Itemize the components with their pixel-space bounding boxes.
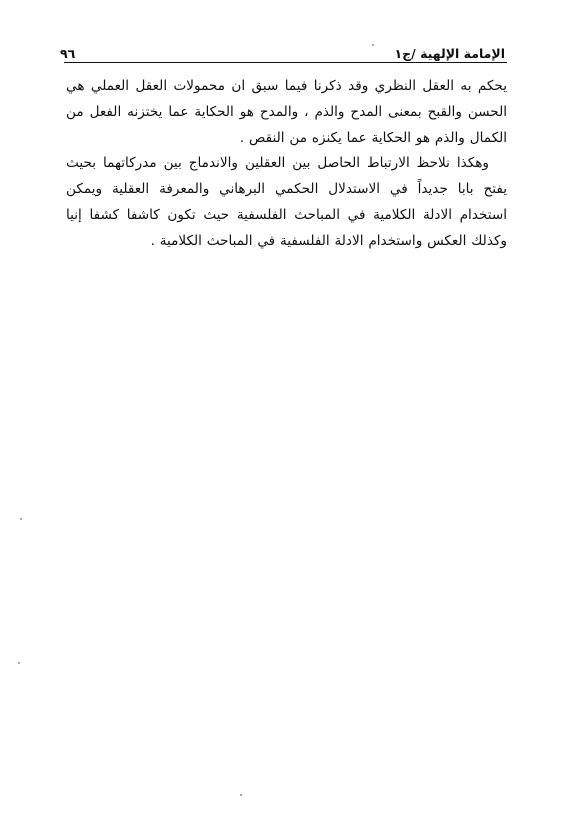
scan-speck — [18, 662, 20, 664]
paragraph-2: وهكذا نلاحظ الارتباط الحاصل بين العقلين والاندماج بين مدركاتهما بحيث يفتح بابا جديداً في الاستدلال الحكمي البرهاني والمعرفة العقلية ويمكن استخدام الادلة الكلامية في المباحث الفلسفية حيث تكون كاشفا كشفا إنيا وكذلك العكس واستخدام الادلة الفلسفية في المباحث الكلامية . — [66, 155, 507, 249]
header-rule — [64, 62, 507, 63]
body-text — [66, 74, 507, 255]
running-title: الإمامة الإلهية /ج١ — [394, 46, 505, 61]
running-head — [60, 40, 505, 62]
paragraph-1: يحكم به العقل النظري وقد ذكرنا فيما سبق ان محمولات العقل العملي هي الحسن والقبح بمعنى المدح والذم ، والمدح هو الحكاية عما يختزنه الفعل من الكمال والذم هو الحكاية عما يكنزه من النقص . — [66, 78, 507, 146]
scan-speck — [240, 794, 242, 796]
page-number: ٩٦ — [60, 46, 76, 61]
scan-speck — [372, 44, 374, 46]
scan-speck — [20, 518, 22, 520]
